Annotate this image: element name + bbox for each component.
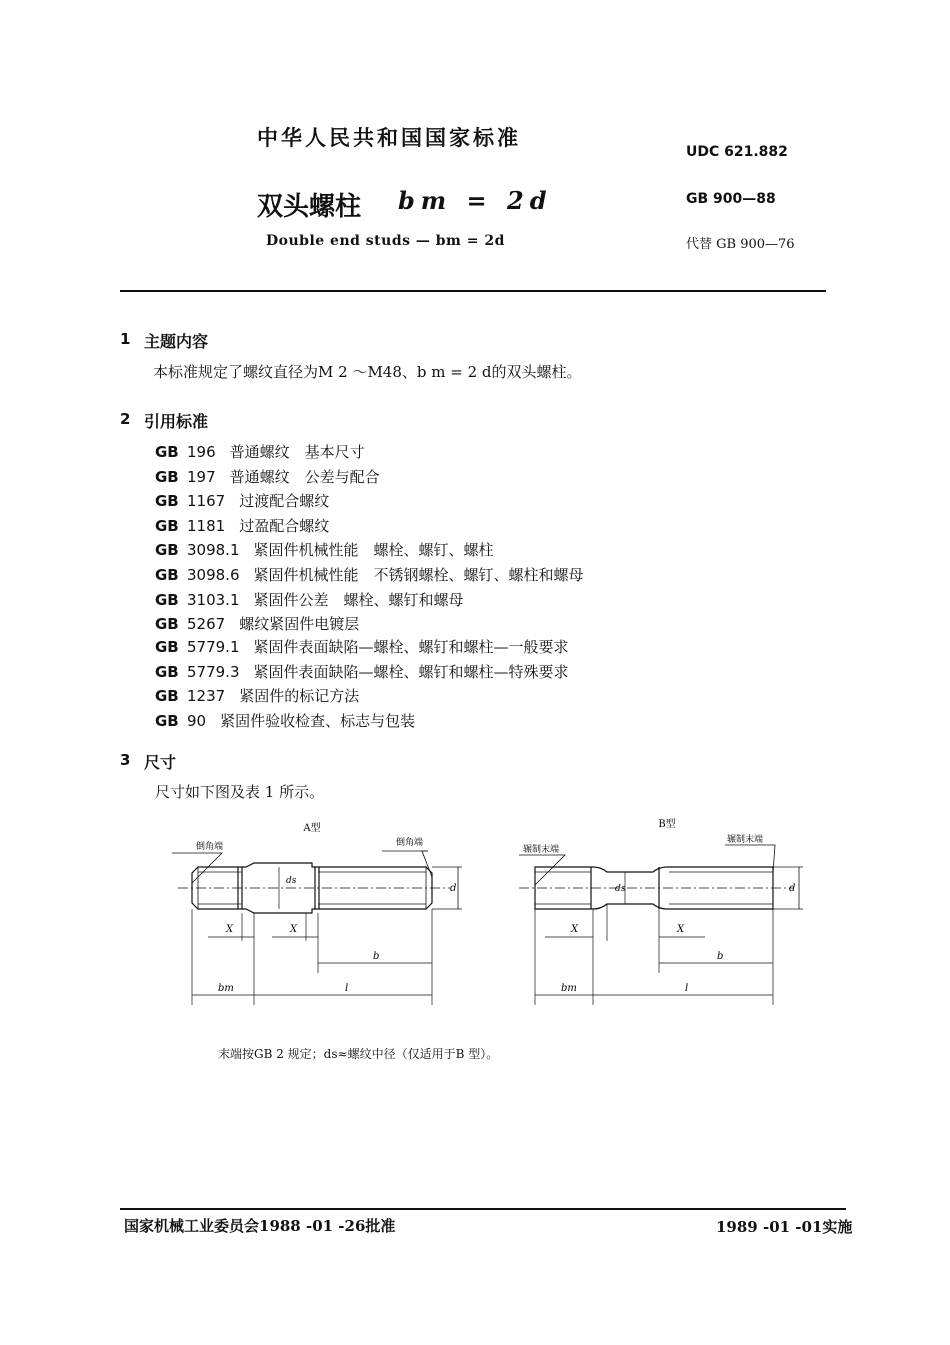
ref-title: 过盈配合螺纹 xyxy=(239,517,330,535)
type-b-b-label: b xyxy=(717,951,724,962)
reference-row xyxy=(155,490,329,511)
type-b-x-label-1: X xyxy=(571,924,579,935)
reference-row xyxy=(155,564,584,585)
section-3-number: 3 xyxy=(120,751,131,769)
standard-number: GB 900—88 xyxy=(686,191,776,207)
section-3-text: 尺寸如下图及表 1 所示。 xyxy=(155,783,325,801)
document-title-formula: bm = 2d xyxy=(398,186,553,215)
type-a-right-end-label: 倒角端 xyxy=(396,838,424,848)
stud-type-a-drawing xyxy=(160,815,470,1010)
ref-code: GB xyxy=(155,663,179,681)
ref-code: GB xyxy=(155,638,179,656)
type-a-b-label: b xyxy=(373,951,380,962)
figure-note: 末端按GB 2 规定；ds≈螺纹中径（仅适用于B 型）。 xyxy=(218,1047,499,1061)
type-b-d-label: d xyxy=(789,883,796,894)
udc-number: UDC 621.882 xyxy=(686,144,788,160)
ref-code: GB xyxy=(155,443,179,461)
reference-row xyxy=(155,685,359,706)
ref-number: 196 xyxy=(187,443,216,461)
ref-code: GB xyxy=(155,566,179,584)
document-title-en: Double end studs — bm = 2d xyxy=(266,233,505,249)
ref-number: 1237 xyxy=(187,687,226,705)
ref-code: GB xyxy=(155,615,179,633)
ref-code: GB xyxy=(155,712,179,730)
type-a-label: A型 xyxy=(303,823,321,834)
ref-title: 普通螺纹 公差与配合 xyxy=(229,468,380,486)
reference-row xyxy=(155,589,464,610)
ref-title: 紧固件机械性能 不锈钢螺栓、螺钉、螺柱和螺母 xyxy=(253,566,584,584)
ref-code: GB xyxy=(155,687,179,705)
type-a-left-end-label: 倒角端 xyxy=(196,842,224,852)
reference-row xyxy=(155,466,380,487)
type-a-x-label-1: X xyxy=(226,924,234,935)
ref-number: 1181 xyxy=(187,517,226,535)
ref-number: 3098.1 xyxy=(187,541,240,559)
ref-title: 紧固件公差 螺栓、螺钉和螺母 xyxy=(253,591,464,609)
ref-code: GB xyxy=(155,541,179,559)
ref-code: GB xyxy=(155,468,179,486)
ref-title: 普通螺纹 基本尺寸 xyxy=(229,443,365,461)
type-b-bm-label: bm xyxy=(561,983,577,994)
approval-info: 国家机械工业委员会1988 -01 -26批准 xyxy=(124,1217,396,1235)
ref-number: 90 xyxy=(187,712,207,730)
type-a-l-label: l xyxy=(345,983,349,994)
reference-row xyxy=(155,613,359,634)
section-2-number: 2 xyxy=(120,410,131,428)
ref-title: 螺纹紧固件电镀层 xyxy=(239,615,360,633)
ref-title: 紧固件表面缺陷—螺栓、螺钉和螺柱—特殊要求 xyxy=(253,663,569,681)
section-1-heading: 主题内容 xyxy=(144,332,209,351)
ref-title: 紧固件的标记方法 xyxy=(239,687,360,705)
type-a-d-label: d xyxy=(450,883,457,894)
section-2-heading: 引用标准 xyxy=(144,412,209,431)
replaces-standard: 代替 GB 900—76 xyxy=(686,237,795,252)
type-b-ds-label: ds xyxy=(615,884,626,894)
ref-number: 1167 xyxy=(187,492,226,510)
ref-number: 3098.6 xyxy=(187,566,240,584)
section-1-number: 1 xyxy=(120,330,131,348)
ref-title: 紧固件验收检查、标志与包装 xyxy=(220,712,416,730)
ref-number: 197 xyxy=(187,468,216,486)
ref-title: 紧固件表面缺陷—螺栓、螺钉和螺柱—一般要求 xyxy=(253,638,569,656)
footer-divider xyxy=(120,1208,846,1210)
reference-row xyxy=(155,515,329,536)
type-a-bm-label: bm xyxy=(218,983,234,994)
section-3-heading: 尺寸 xyxy=(144,753,177,772)
ref-code: GB xyxy=(155,492,179,510)
type-b-right-end-label: 辗制末端 xyxy=(727,835,764,845)
document-title-cn: 双头螺柱 xyxy=(257,192,362,222)
ref-code: GB xyxy=(155,591,179,609)
ref-number: 5779.1 xyxy=(187,638,240,656)
reference-row xyxy=(155,539,494,560)
type-b-label: B型 xyxy=(658,819,676,830)
ref-number: 5267 xyxy=(187,615,226,633)
type-a-x-label-2: X xyxy=(290,924,298,935)
type-b-l-label: l xyxy=(685,983,689,994)
ref-title: 过渡配合螺纹 xyxy=(239,492,330,510)
section-1-text: 本标准规定了螺纹直径为M 2 ～M48、b m = 2 d的双头螺柱。 xyxy=(153,363,582,381)
reference-row xyxy=(155,636,569,657)
effective-date: 1989 -01 -01实施 xyxy=(716,1218,853,1236)
type-b-left-end-label: 辗制末端 xyxy=(523,845,560,855)
national-standard-title: 中华人民共和国国家标准 xyxy=(257,125,521,150)
type-b-x-label-2: X xyxy=(677,924,685,935)
stud-type-b-drawing xyxy=(505,815,815,1010)
header-divider xyxy=(120,290,826,292)
reference-row xyxy=(155,661,569,682)
ref-code: GB xyxy=(155,517,179,535)
ref-number: 3103.1 xyxy=(187,591,240,609)
reference-row xyxy=(155,710,415,731)
reference-row xyxy=(155,441,365,462)
ref-title: 紧固件机械性能 螺栓、螺钉、螺柱 xyxy=(253,541,494,559)
ref-number: 5779.3 xyxy=(187,663,240,681)
type-a-ds-label: ds xyxy=(286,876,297,886)
